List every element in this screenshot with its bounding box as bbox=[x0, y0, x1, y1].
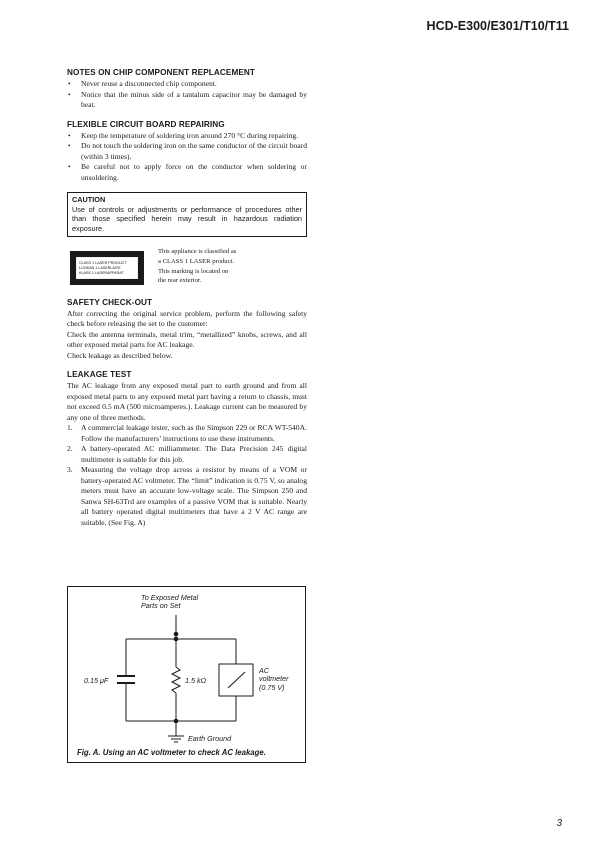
flexible-heading: FLEXIBLE CIRCUIT BOARD REPAIRING bbox=[67, 119, 225, 129]
list-item-text: A commercial leakage tester, such as the Simpson 229 or RCA WT-540A. Follow the manufacturers’ instructions to use these instruments. bbox=[81, 423, 307, 443]
resistor-label: 1.5 kΩ bbox=[185, 676, 207, 685]
content-column bbox=[67, 68, 307, 537]
voltmeter-label-line: AC bbox=[259, 666, 269, 675]
laser-label-row bbox=[67, 247, 307, 285]
voltmeter-label bbox=[259, 667, 289, 692]
caution-title: CAUTION bbox=[72, 195, 106, 204]
list-item bbox=[67, 90, 307, 111]
caution-text: Use of controls or adjustments or performance of procedures other than those specified herein may result in hazardous radiation exposure. bbox=[72, 204, 302, 233]
bullet-icon: • bbox=[68, 141, 71, 150]
methods-list bbox=[67, 423, 307, 528]
resistor-zigzag bbox=[172, 667, 180, 693]
safety-section bbox=[67, 298, 307, 362]
list-item-text: Keep the temperature of soldering iron around 270 °C during repairing. bbox=[81, 130, 299, 140]
list-item bbox=[67, 79, 307, 90]
voltmeter-label-line: (0.75 V) bbox=[259, 682, 285, 692]
leakage-section bbox=[67, 370, 307, 528]
list-item bbox=[67, 141, 307, 162]
leakage-heading: LEAKAGE TEST bbox=[67, 370, 132, 380]
probe-label-line: Parts on Set bbox=[141, 601, 181, 611]
probe-label-line: To Exposed Metal bbox=[141, 593, 199, 602]
voltmeter-needle bbox=[228, 672, 245, 688]
list-item bbox=[67, 162, 307, 183]
list-item bbox=[67, 444, 307, 465]
paragraph: The AC leakage from any exposed metal part to earth ground and from all exposed metal parts to any exposed metal part having a return to chassis, must not exceed 0.5 mA (500 microamperes.). Leakage current can be measured by any one of three methods. bbox=[67, 381, 307, 422]
laser-class-label-image bbox=[70, 251, 144, 285]
bullet-icon: • bbox=[68, 162, 71, 171]
junction-dot bbox=[174, 632, 178, 636]
safety-heading: SAFETY CHECK-OUT bbox=[67, 297, 153, 307]
list-item-text: Be careful not to apply force on the conductor when soldering or unsoldering. bbox=[81, 162, 307, 182]
list-item-text: Measuring the voltage drop across a resistor by means of a VOM or battery-operated AC voltmeter. The “limit” indication is 0.75 V, so analog meters must have an accurate low-voltage scale. The Simpson 250 and Sanwa SH-63Trd are examples of a passive VOM that is suitable. Nearly all battery operated digital multimeters that have a 2 V AC range are suitable. (See Fig. A) bbox=[81, 465, 307, 527]
notes-heading: NOTES ON CHIP COMPONENT REPLACEMENT bbox=[67, 68, 256, 77]
laser-label-plate bbox=[76, 257, 138, 279]
safety-body bbox=[67, 309, 307, 362]
probe-label bbox=[141, 594, 198, 611]
voltmeter-label-line: voltmeter bbox=[259, 674, 289, 684]
leakage-test-figure bbox=[67, 586, 306, 763]
list-item-text: Notice that the minus side of a tantalum capacitor may be damaged by heat. bbox=[81, 89, 307, 109]
bullet-icon: • bbox=[68, 130, 71, 140]
laser-label-line: KLASS 1 LASERAPPARAT bbox=[79, 270, 124, 275]
list-item bbox=[67, 423, 307, 444]
paragraph: Check leakage as described below. bbox=[67, 350, 173, 360]
flexible-section bbox=[67, 120, 307, 184]
list-item-text: A battery-operated AC milliammeter. The Data Precision 245 digital multimeter is suitable for this job. bbox=[81, 444, 307, 464]
notes-section bbox=[67, 68, 307, 111]
paragraph: After correcting the original service problem, perform the following safety check before releasing the set to the customer: bbox=[67, 308, 307, 329]
caution-box bbox=[67, 192, 307, 237]
list-item bbox=[67, 465, 307, 528]
list-item-text: Do not touch the soldering iron on the same conductor of the circuit board (within 3 times). bbox=[81, 141, 307, 161]
bullet-icon: • bbox=[68, 79, 71, 88]
leakage-body bbox=[67, 381, 307, 528]
earth-ground-label: Earth Ground bbox=[188, 734, 232, 743]
list-number: 1. bbox=[67, 423, 73, 433]
header-model-number: HCD-E300/E301/T10/T11 bbox=[426, 19, 569, 33]
list-number: 2. bbox=[67, 444, 73, 454]
list-item-text: Never reuse a disconnected chip component. bbox=[81, 79, 217, 88]
capacitor-label: 0.15 μF bbox=[84, 676, 109, 685]
list-item bbox=[67, 131, 307, 142]
bullet-icon: • bbox=[68, 89, 71, 99]
page-number: 3 bbox=[556, 818, 562, 829]
paragraph: Check the antenna terminals, metal trim, “metallized” knobs, screws, and all other exposed metal parts for AC leakage. bbox=[67, 329, 307, 350]
laser-label-line: CLASS 1 LASER PRODUCT bbox=[79, 260, 127, 265]
flexible-list bbox=[67, 131, 307, 184]
list-number: 3. bbox=[67, 465, 73, 475]
laser-label-line: LUOKAN 1 LASERLAITE bbox=[79, 265, 121, 270]
laser-label-note: This appliance is classified as a CLASS 1 LASER product. This marking is located on the rear exterior. bbox=[158, 248, 237, 285]
figure-caption: Fig. A. Using an AC voltmeter to check AC leakage. bbox=[77, 748, 266, 757]
notes-list bbox=[67, 79, 307, 111]
